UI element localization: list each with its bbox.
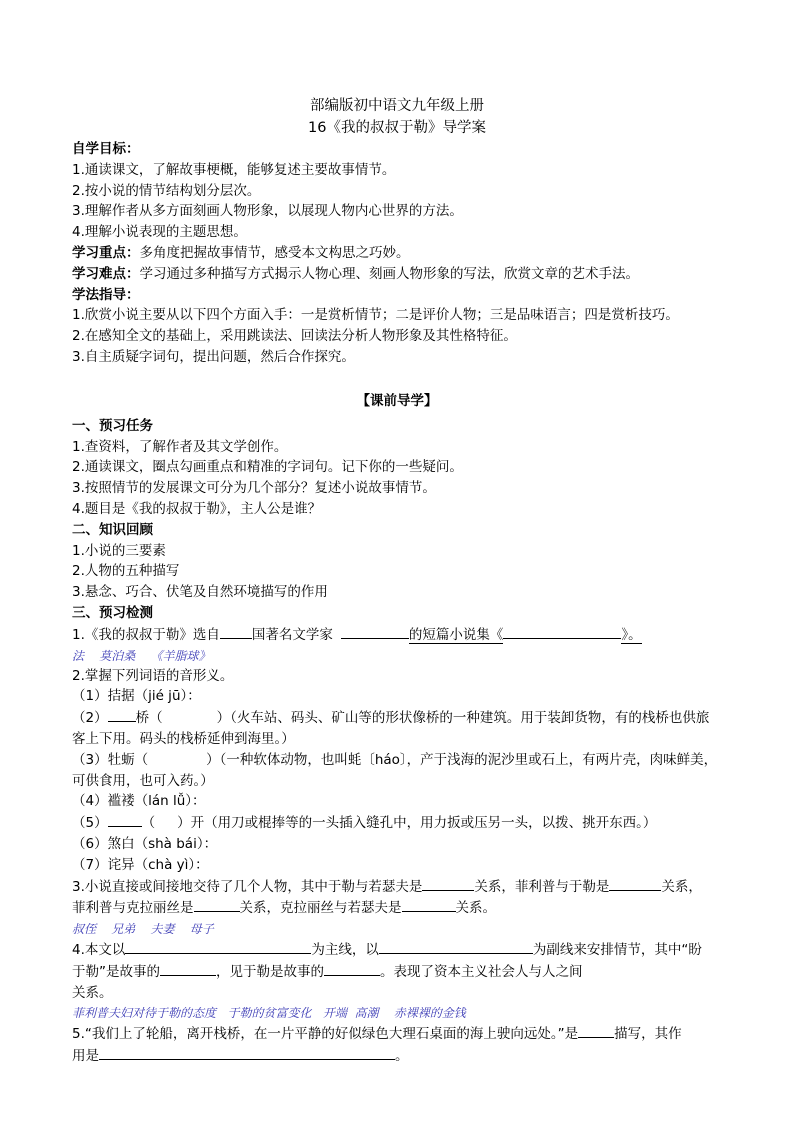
question-3 — [72, 876, 722, 898]
q4-text: ，见于勒是故事的 — [216, 963, 324, 980]
difficulties-row — [72, 264, 722, 285]
q5-text: 描写，其作 — [614, 1026, 682, 1043]
answer-blank[interactable] — [402, 897, 456, 912]
q5-text: 用是 — [72, 1048, 99, 1065]
word-item: （7）诧异（chà yì）： — [72, 856, 209, 873]
goal-item: 3.理解作者从多方面刻画人物形象，以展现人物内心世界的方法。 — [72, 203, 463, 220]
word-item — [72, 812, 722, 834]
word-item: （1）拮据（jié jū）： — [72, 688, 201, 705]
section-title: 【课前导学】 — [356, 392, 438, 409]
answer-blank[interactable] — [324, 961, 380, 976]
goal-item: 1.通读课文，了解故事梗概，能够复述主要故事情节。 — [72, 161, 396, 178]
q3-text: 3.小说直接或间接地交待了几个人物，其中于勒与若瑟夫是 — [72, 878, 423, 895]
word-text: 桥（ — [135, 710, 163, 727]
answer-blank[interactable] — [194, 897, 240, 912]
q3-text: 菲利普与克拉丽丝是 — [72, 900, 194, 917]
answer-blank[interactable] — [125, 939, 311, 954]
word-num: （2） — [72, 710, 108, 727]
question-4-end: 关系。 — [72, 984, 113, 1001]
task-item: 1.查资料，了解作者及其文学创作。 — [72, 438, 288, 455]
q5-text: 5.“我们上了轮船，离开栈桥，在一片平静的好似绿色大理石桌面的海上驶向远处。”是 — [72, 1026, 579, 1043]
review-item: 3.悬念、巧合、伏笔及自然环境描写的作用 — [72, 584, 328, 601]
review-item: 2.人物的五种描写 — [72, 563, 180, 580]
question-2: 2.掌握下列词语的音形义。 — [72, 667, 234, 684]
task-item: 2.通读课文，圈点勾画重点和精准的字词句。记下你的一些疑问。 — [72, 459, 463, 476]
answer-blank[interactable] — [379, 939, 533, 954]
question-4-cont — [72, 961, 722, 983]
word-text: （3）牡蛎（ — [72, 751, 149, 768]
word-definition: ）开（用刀或棍捧等的一头插入缝孔中，用力扳或压另一头，以拨、挑开东西。） — [177, 815, 657, 832]
answer-blank[interactable] — [108, 707, 136, 722]
answer-blank[interactable] — [108, 812, 142, 827]
part-heading: 一、预习任务 — [72, 417, 153, 434]
q1-text: 1.《我的叔叔于勒》选自 — [72, 626, 220, 643]
key-points-label: 学习重点： — [72, 244, 140, 261]
answer-blank[interactable] — [341, 624, 409, 639]
part-heading: 三、预习检测 — [72, 604, 153, 621]
method-guide-label: 学法指导： — [72, 286, 140, 303]
task-item: 4.题目是《我的叔叔于勒》，主人公是谁？ — [72, 500, 322, 517]
answer-blank[interactable] — [609, 876, 661, 891]
question-4 — [72, 939, 722, 961]
word-text: （ — [141, 815, 156, 832]
method-item: 2.在感知全文的基础上，采用跳读法、回读法分析人物形象及其性格特征。 — [72, 328, 517, 345]
word-item — [72, 750, 722, 792]
goal-item: 4.理解小说表现的主题思想。 — [72, 224, 247, 241]
word-item: （6）煞白（shà bái）： — [72, 835, 218, 852]
word-item — [72, 707, 722, 750]
goal-item: 2.按小说的情节结构划分层次。 — [72, 182, 261, 199]
q4-answer-key: 菲利普夫妇对待于勒的态度 于勒的贫富变化 开端 高潮 赤裸裸的金钱 — [72, 1006, 466, 1021]
answer-blank[interactable] — [503, 624, 621, 639]
q4-text: 为副线来安排情节，其中“盼 — [532, 942, 702, 959]
answer-blank[interactable] — [422, 876, 474, 891]
difficulties-text: 学习通过多种描写方式揭示人物心理、刻画人物形象的写法，欣赏文章的艺术手法。 — [139, 265, 639, 282]
key-points-row — [72, 243, 722, 264]
question-3-cont — [72, 897, 722, 919]
word-definition: ）（火车站、码头、矿山等的形状像桥的一种建筑。用于装卸货物，有的栈桥也供旅客上下用。码头的栈桥延伸到海里。） — [72, 710, 710, 747]
q3-text: 关系，克拉丽丝与若瑟夫是 — [239, 900, 402, 917]
q3-text: 关系。 — [455, 900, 496, 917]
doc-title-lesson: 16《我的叔叔于勒》导学案 — [308, 120, 486, 136]
q4-text: 为主线，以 — [311, 942, 379, 959]
word-item: （4）褴褛（lán lǚ）： — [72, 793, 206, 810]
q4-text: 4.本文以 — [72, 942, 126, 959]
word-num: （5） — [72, 815, 108, 832]
self-study-goals-label: 自学目标： — [72, 141, 140, 157]
method-item: 1.欣赏小说主要从以下四个方面入手：一是赏析情节；二是评价人物；三是品味语言；四是赏析技巧。 — [72, 307, 679, 324]
q1-answer-key: 法 莫泊桑 《羊脂球》 — [72, 648, 211, 663]
document-page — [72, 95, 722, 1067]
answer-blank[interactable] — [578, 1023, 614, 1038]
answer-blank[interactable] — [99, 1045, 395, 1060]
review-item: 1.小说的三要素 — [72, 542, 166, 559]
q3-answer-key: 叔侄 兄弟 夫妻 母子 — [72, 922, 214, 937]
q1-text: 的短篇小说集《 — [408, 626, 504, 643]
task-item: 3.按照情节的发展课文可分为几个部分？复述小说故事情节。 — [72, 480, 436, 497]
q1-text: 国著名文学家 — [251, 626, 333, 643]
q4-text: 。表现了资本主义社会人与人之间 — [380, 963, 583, 980]
q5-text: 。 — [395, 1048, 409, 1065]
q3-text: 关系， — [661, 878, 702, 895]
method-item: 3.自主质疑字词句，提出问题，然后合作探究。 — [72, 348, 355, 365]
q1-text: 》。 — [621, 626, 642, 643]
q3-text: 关系，菲利普与于勒是 — [474, 878, 610, 895]
answer-blank[interactable] — [220, 624, 252, 639]
question-5 — [72, 1023, 722, 1045]
doc-title-grade: 部编版初中语文九年级上册 — [310, 98, 484, 114]
part-heading: 二、知识回顾 — [72, 521, 153, 538]
answer-blank[interactable] — [160, 961, 216, 976]
word-definition: ）（一种软体动物，也叫蚝〔háo〕，产于浅海的泥沙里或石上，有两片壳，肉味鲜美，可供食用，也可入药。） — [72, 751, 718, 789]
q4-text: 于勒”是故事的 — [72, 963, 160, 980]
difficulties-label: 学习难点： — [72, 265, 140, 282]
question-1 — [72, 624, 722, 646]
key-points-text: 多角度把握故事情节，感受本文构思之巧妙。 — [139, 244, 410, 261]
question-5-cont — [72, 1045, 722, 1067]
